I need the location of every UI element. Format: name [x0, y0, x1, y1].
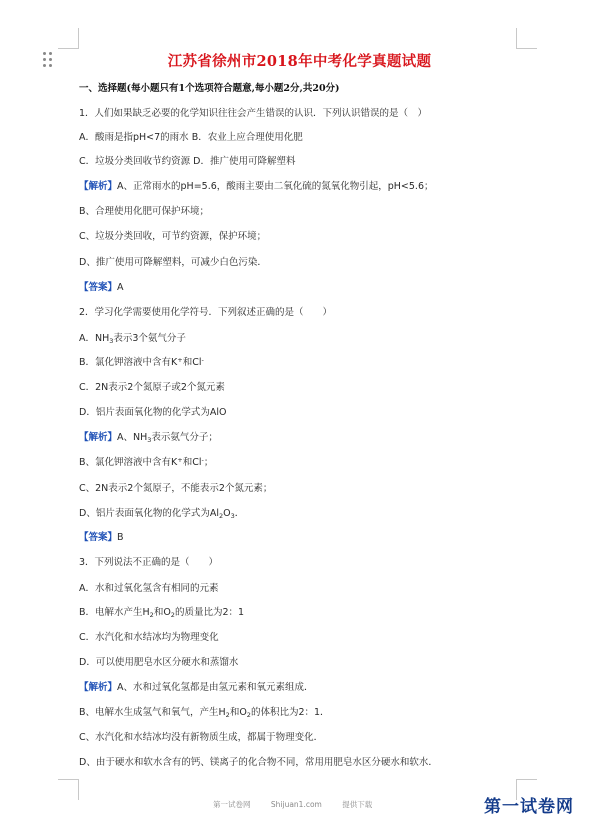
q2-option-c: C．2N表示2个氮原子或2个氮元素: [79, 382, 225, 393]
q1-analysis-a-text: A、正常雨水的pH=5.6，酸雨主要由二氧化硫的氮氧化物引起，pH<5.6；: [117, 181, 434, 192]
q2-analysis-c: C、2N表示2个氮原子，不能表示2个氮元素；: [79, 483, 273, 494]
superscript: +: [177, 356, 183, 364]
answer-tag: 【答案】: [79, 532, 118, 543]
subscript: 2: [149, 611, 154, 619]
q3-analysis-b-mid: 和O: [229, 707, 247, 718]
q2-analysis-d: [79, 508, 579, 520]
q3-option-b-mid: 和O: [153, 607, 171, 618]
q3-analysis-a-text: A、水和过氧化氢都是由氢元素和氧元素组成．: [117, 682, 314, 693]
q2-option-b-mid: 和Cl: [182, 357, 202, 368]
footer-site-url[interactable]: Shijuan1.com: [270, 800, 322, 809]
q2-option-a: [79, 333, 579, 345]
superscript: -: [201, 456, 204, 464]
subscript: 3: [147, 436, 152, 444]
superscript: +: [177, 456, 183, 464]
q3-analysis-b-post: 的体积比为2：1．: [250, 707, 330, 718]
q1-analysis-c: C、垃圾分类回收，可节约资源，保护环境；: [79, 231, 267, 242]
analysis-tag: 【解析】: [79, 432, 118, 443]
footer-provider: 提供下载: [342, 800, 373, 809]
q2-option-b-pre: B．氯化钾溶液中含有K: [79, 357, 178, 368]
q1-option-c: C．垃圾分类回收节约资源: [79, 156, 191, 167]
q1-stem: 1．人们如果缺乏必要的化学知识往往会产生错误的认识．下列认识错误的是（ ）: [79, 108, 428, 119]
crop-mark-top-left: [58, 28, 79, 49]
subscript: 2: [218, 512, 224, 520]
q2-analysis-d-pre: D、铝片表面氧化物的化学式为Al: [79, 508, 219, 519]
q3-analysis-b: [79, 707, 579, 719]
q3-analysis-c: C、水汽化和水结冰均没有新物质生成，都属于物理变化．: [79, 732, 324, 743]
q3-analysis-b-pre: B、电解水生成氢气和氧气，产生H: [79, 707, 226, 718]
q2-analysis-d-mid: O: [223, 508, 231, 519]
q3-stem: 3．下列说法不正确的是（ ）: [79, 557, 219, 568]
q2-analysis-a-pre: A、NH: [117, 432, 148, 443]
section-heading: 一、选择题(每小题只有1个选项符合题意,每小题2分,共20分): [79, 83, 340, 94]
q2-answer-value: B: [117, 532, 124, 543]
analysis-tag: 【解析】: [79, 181, 118, 192]
crop-mark-top-right: [516, 28, 537, 49]
q1-answer-value: A: [117, 282, 124, 293]
footer-site-name: 第一试卷网: [213, 800, 251, 809]
q3-option-a: A．水和过氧化氢含有相同的元素: [79, 583, 219, 594]
page-footer: [213, 799, 390, 810]
q3-analysis-d: D、由于硬水和软水含有的钙、镁离子的化合物不同，常用用肥皂水区分硬水和软水．: [79, 757, 438, 768]
q3-option-d: D．可以使用肥皂水区分硬水和蒸馏水: [79, 657, 239, 668]
q3-analysis-a: [79, 682, 579, 694]
analysis-tag: 【解析】: [79, 682, 118, 693]
q2-option-d: D．铝片表面氧化物的化学式为AlO: [79, 407, 227, 418]
q2-answer: [79, 532, 579, 544]
q1-analysis-a: [79, 181, 579, 193]
subscript: 2: [246, 711, 251, 719]
q3-option-b: [79, 607, 579, 619]
q3-option-b-pre: B．电解水产生H: [79, 607, 150, 618]
q2-option-a-post: 表示3个氨气分子: [113, 333, 186, 344]
q2-stem: 2．学习化学需要使用化学符号．下列叙述正确的是（ ）: [79, 307, 333, 318]
q2-option-b: [79, 357, 579, 369]
q1-option-ab: A．酸雨是指pH<7的雨水 B．农业上应合理使用化肥: [79, 132, 303, 143]
q2-analysis-d-post: ．: [234, 508, 245, 519]
q3-option-c: C．水汽化和水结冰均为物理变化: [79, 632, 219, 643]
q2-analysis-b-mid: 和Cl: [182, 457, 202, 468]
watermark-logo: 第一试卷网: [484, 797, 574, 817]
q2-analysis-b: [79, 457, 579, 469]
q2-analysis-b-pre: B、氯化钾溶液中含有K: [79, 457, 178, 468]
q1-analysis-b: B、合理使用化肥可保护环境；: [79, 206, 210, 217]
crop-mark-bottom-left: [58, 779, 79, 800]
subscript: 2: [170, 611, 175, 619]
q3-option-b-post: 的质量比为2：1: [174, 607, 245, 618]
superscript: -: [201, 356, 204, 364]
q1-analysis-d: D、推广使用可降解塑料，可减少白色污染．: [79, 257, 267, 268]
q2-analysis-b-post: ；: [203, 457, 214, 468]
q1-answer: [79, 282, 579, 294]
q1-option-d: D．推广使用可降解塑料: [193, 156, 296, 167]
q2-analysis-a: [79, 432, 579, 444]
q2-option-a-pre: A．NH: [79, 333, 110, 344]
document-title: 江苏省徐州市2018年中考化学真题试题: [167, 53, 432, 70]
q2-analysis-a-post: 表示氨气分子；: [151, 432, 218, 443]
subscript: 3: [109, 337, 114, 345]
subscript: 2: [225, 711, 230, 719]
q1-option-cd: [79, 156, 579, 168]
answer-tag: 【答案】: [79, 282, 118, 293]
subscript: 3: [230, 512, 235, 520]
